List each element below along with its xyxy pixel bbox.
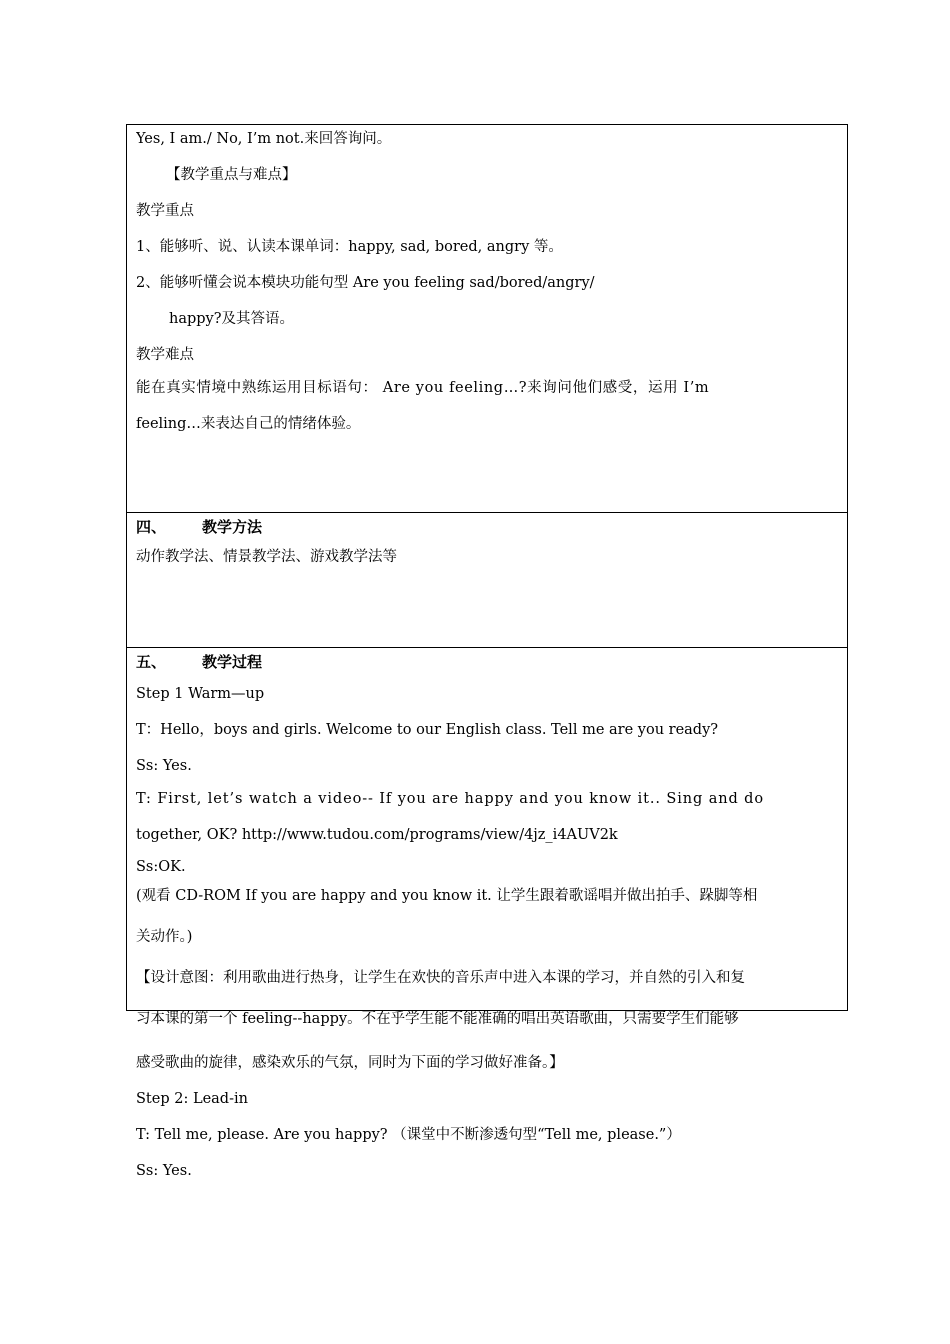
dialogue-teacher-3: T: Tell me, please. Are you happy? （课堂中不断渗透句型“Tell me, please.”） bbox=[136, 1127, 681, 1143]
dialogue-students-2: Ss:OK. bbox=[136, 859, 186, 875]
section-teaching-process bbox=[127, 648, 847, 1179]
dialogue-teacher-2-continued: together, OK? http://www.tudou.com/programs/view/4jz_i4AUV2k bbox=[136, 827, 618, 843]
design-intent-line-1: 【设计意图：利用歌曲进行热身，让学生在欢快的音乐声中进入本课的学习，并自然的引入和复 bbox=[136, 970, 745, 986]
section-title: 教学过程 bbox=[202, 653, 263, 671]
dialogue-students-1: Ss: Yes. bbox=[136, 758, 192, 774]
design-intent-line-2: 习本课的第一个 feeling--happy。不在乎学生能不能准确的唱出英语歌曲，只需要学生们能够 bbox=[136, 1011, 739, 1027]
dialogue-teacher-1: T：Hello，boys and girls. Welcome to our English class. Tell me are you ready? bbox=[136, 722, 719, 738]
section-teaching-methods bbox=[127, 513, 847, 648]
section-number: 五、 bbox=[136, 653, 167, 671]
dialogue-students-3: Ss: Yes. bbox=[136, 1163, 192, 1179]
key-point-1: 1、能够听、说、认读本课单词：happy, sad, bored, angry 等。 bbox=[136, 239, 563, 255]
section-title: 教学方法 bbox=[202, 518, 263, 536]
section-key-points bbox=[127, 121, 847, 513]
difficult-point-1-continued: feeling…来表达自己的情绪体验。 bbox=[136, 416, 361, 432]
dialogue-teacher-2: T: First, let’s watch a video-- If you are happy and you know it.. Sing and do bbox=[136, 791, 764, 807]
difficult-points-title: 教学难点 bbox=[136, 347, 194, 363]
section-number: 四、 bbox=[136, 518, 167, 536]
answer-line: Yes, I am./ No, I’m not.来回答询问。 bbox=[136, 131, 392, 147]
key-points-title: 教学重点 bbox=[136, 203, 194, 219]
methods-content: 动作教学法、情景教学法、游戏教学法等 bbox=[136, 549, 397, 565]
activity-note-continued: 关动作。) bbox=[136, 929, 193, 945]
step-2-title: Step 2: Lead-in bbox=[136, 1091, 248, 1107]
difficult-point-1: 能在真实情境中熟练运用目标语句： Are you feeling…?来询问他们感受，运用 I’m bbox=[136, 380, 710, 396]
key-point-2: 2、能够听懂会说本模块功能句型 Are you feeling sad/bored/angry/ bbox=[136, 275, 595, 291]
subheading-key-difficult: 【教学重点与难点】 bbox=[166, 167, 297, 183]
key-point-2-continued: happy?及其答语。 bbox=[169, 311, 295, 327]
activity-note: (观看 CD-ROM If you are happy and you know it. 让学生跟着歌谣唱并做出拍手、跺脚等相 bbox=[136, 888, 758, 904]
design-intent-line-3: 感受歌曲的旋律，感染欢乐的气氛，同时为下面的学习做好准备。】 bbox=[136, 1055, 564, 1071]
step-1-title: Step 1 Warm—up bbox=[136, 686, 265, 702]
lesson-plan-table bbox=[126, 124, 848, 1179]
